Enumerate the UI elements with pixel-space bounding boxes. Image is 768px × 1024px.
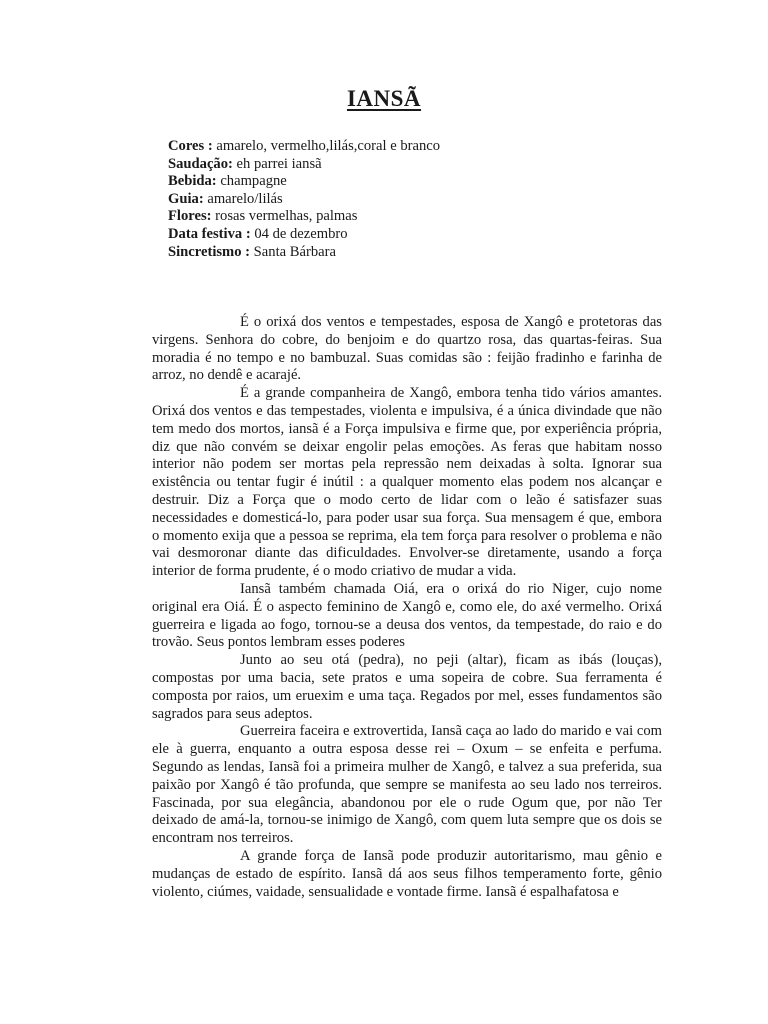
info-value: champagne: [220, 173, 287, 190]
info-value: eh parrei iansã: [236, 155, 322, 172]
info-item-flores: [168, 208, 440, 226]
paragraph: É a grande companheira de Xangô, embora tenha tido vários amantes. Orixá dos ventos e das tempestades, violenta e impulsiva, é a única divindade que não tem medo dos mortos, iansã é a Força impulsiva e firme que, por experiência própria, diz que não convém se deixar engolir pelas emoções. As feras que habitam nosso interior não podem ser mortas pela repressão nem deixadas à solta. Ignorar sua existência ou tentar fugir é inútil : a qualquer momento elas podem nos alcançar e destruir. Diz a Força que o modo certo de lidar com o leão é satisfazer suas necessidades e domesticá-lo, para poder usar sua força. Sua mensagem é que, embora o momento exija que a pessoa se reprima, ela tem força para resolver o problema e não vai desmoronar diante das dificuldades. Envolver-se diretamente, usando a força interior de forma prudente, é o modo criativo de mudar a vida.: [152, 385, 662, 580]
info-key: Guia:: [168, 190, 204, 207]
info-value: Santa Bárbara: [253, 243, 336, 260]
paragraph: Guerreira faceira e extrovertida, Iansã caça ao lado do marido e vai com ele à guerra, enquanto a outra esposa desse rei – Oxum – se enfeita e perfuma. Segundo as lendas, Iansã foi a primeira mulher de Xangô, e talvez a sua preferida, sua paixão por Xangô é tão profunda, que sempre se manifesta ao seu lado nos terreiros. Fascinada, por sua elegância, abandonou por ele o rude Ogum que, por não Ter deixado de amá-la, tornou-se inimigo de Xangô, com quem luta sempre que os dois se encontram nos terreiros.: [152, 723, 662, 847]
document-title: IANSÃ: [346, 86, 422, 111]
info-item-bebida: [168, 173, 440, 191]
info-key: Flores:: [168, 208, 212, 225]
info-item-saudacao: [168, 156, 440, 174]
document-body: [152, 314, 662, 901]
paragraph: É o orixá dos ventos e tempestades, esposa de Xangô e protetoras das virgens. Senhora do cobre, do benjoim e do quartzo rosa, das quartas-feiras. Sua moradia é no tempo e no bambuzal. Suas comidas são : feijão fradinho e farinha de arroz, no dendê e acarajé.: [152, 314, 662, 384]
info-item-sincretismo: [168, 244, 440, 262]
info-list: [168, 138, 440, 261]
paragraph: Junto ao seu otá (pedra), no peji (altar), ficam as ibás (louças), compostas por uma bacia, sete pratos e uma sopeira de cobre. Sua ferramenta é composta por raios, um eruexim e uma taça. Regados por mel, esses fundamentos são sagrados para seus adeptos.: [152, 652, 662, 722]
info-value: rosas vermelhas, palmas: [215, 208, 358, 225]
info-item-guia: [168, 191, 440, 209]
paragraph: A grande força de Iansã pode produzir autoritarismo, mau gênio e mudanças de estado de espírito. Iansã dá aos seus filhos temperamento forte, gênio violento, ciúmes, vaidade, sensualidade e vontade firme. Iansã é espalhafatosa e: [152, 847, 662, 900]
info-value: amarelo, vermelho,lilás,coral e branco: [216, 138, 441, 154]
info-key: Data festiva :: [168, 225, 251, 242]
info-value: amarelo/lilás: [207, 190, 283, 207]
info-item-data-festiva: [168, 226, 440, 244]
paragraph: Iansã também chamada Oiá, era o orixá do rio Niger, cujo nome original era Oiá. É o aspecto feminino de Xangô e, como ele, do axé vermelho. Orixá guerreira e ligada ao fogo, tornou-se a deusa dos ventos, da tempestade, do raio e do trovão. Seus pontos lembram esses poderes: [152, 580, 662, 651]
info-key: Sincretismo :: [168, 243, 251, 260]
info-key: Cores :: [168, 138, 213, 154]
info-item-cores: [168, 138, 440, 156]
info-key: Bebida:: [168, 173, 217, 190]
info-key: Saudação:: [168, 155, 233, 172]
info-value: 04 de dezembro: [254, 225, 348, 242]
